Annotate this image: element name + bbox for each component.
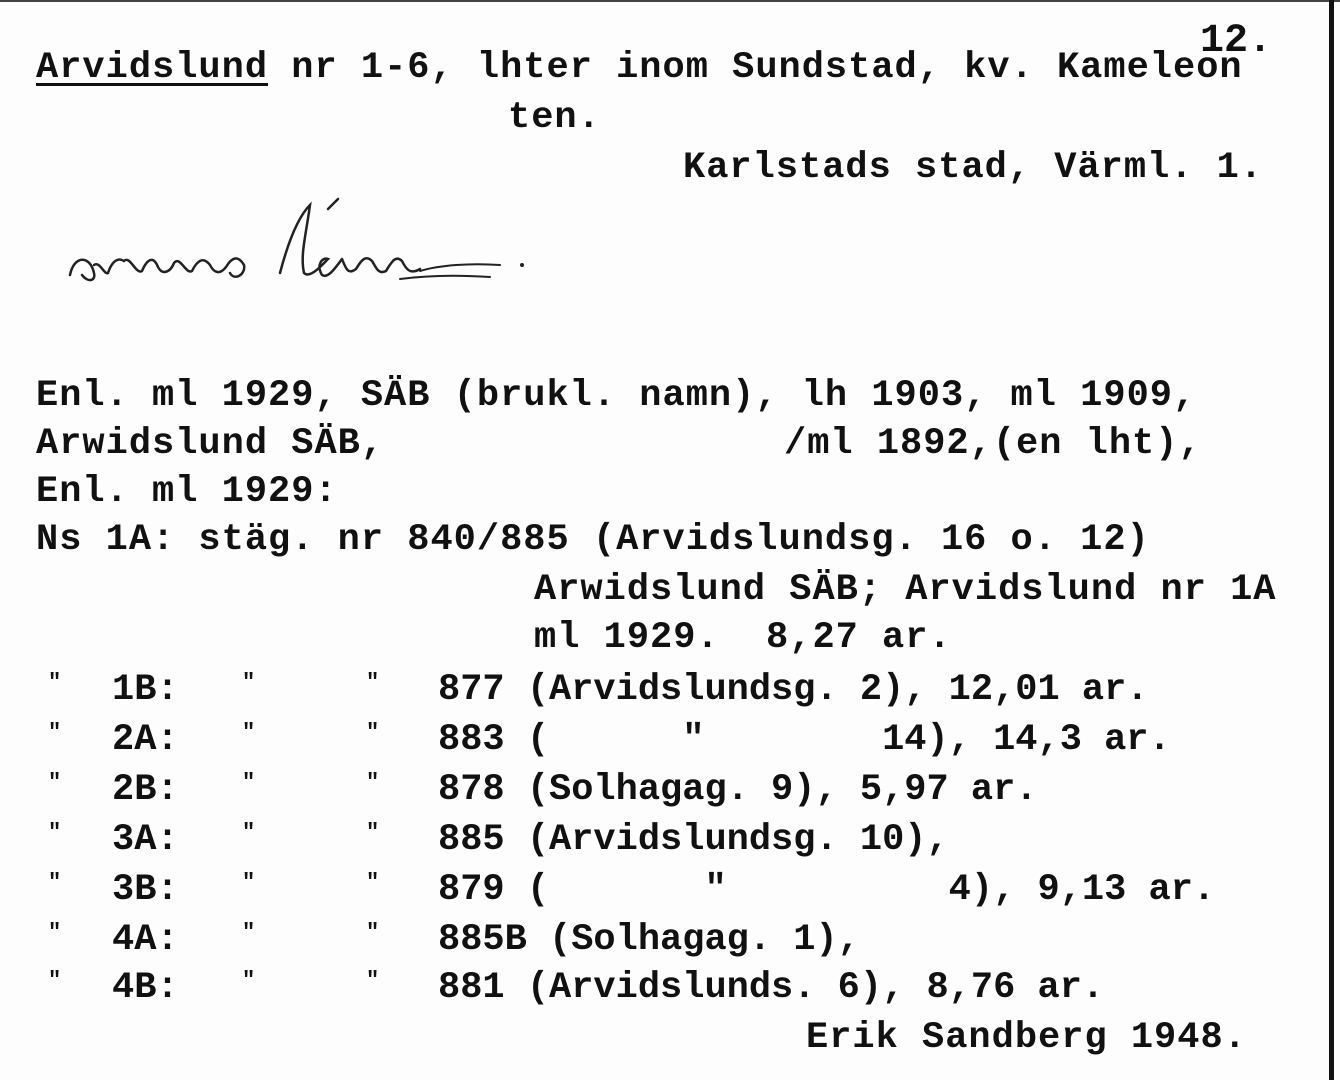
body-line-4: Ns 1A: stäg. nr 840/885 (Arvidslundsg. 16 o. 12): [36, 519, 1150, 561]
ditto-mark: ": [48, 820, 62, 845]
heading-line-2: ten.: [508, 97, 601, 139]
handwritten-note-image: [60, 195, 530, 295]
ditto-mark: ": [48, 870, 62, 895]
body-line-5: Arwidslund SÄB; Arvidslund nr 1A: [534, 569, 1277, 611]
heading-line-1: [36, 47, 1243, 89]
entry-detail: 877 (Arvidslundsg. 2), 12,01 ar.: [438, 669, 1149, 711]
ditto-mark: ": [48, 920, 62, 945]
entry-id: 2A:: [112, 719, 179, 761]
body-line-3: Enl. ml 1929:: [36, 471, 338, 513]
ditto-mark: ": [242, 720, 256, 745]
ditto-mark: ": [242, 968, 256, 993]
body-line-6: ml 1929. 8,27 ar.: [534, 617, 952, 659]
entry-detail: 879 ( " 4), 9,13 ar.: [438, 869, 1216, 911]
entry-id: 1B:: [112, 669, 179, 711]
ditto-mark: ": [366, 820, 380, 845]
entry-id: 2B:: [112, 769, 179, 811]
place-name: Arvidslund: [36, 47, 269, 89]
ditto-mark: ": [48, 670, 62, 695]
ditto-mark: ": [366, 770, 380, 795]
ditto-mark: ": [366, 968, 380, 993]
signature: Erik Sandberg 1948.: [806, 1017, 1247, 1059]
entry-detail: 881 (Arvidslunds. 6), 8,76 ar.: [438, 967, 1105, 1009]
heading-text: nr 1-6, lhter inom Sundstad, kv. Kameleon: [268, 47, 1243, 89]
entry-id: 3B:: [112, 869, 179, 911]
card-right-edge: [1329, 0, 1334, 1080]
card-top-edge: [0, 0, 1340, 2]
ditto-mark: ": [48, 770, 62, 795]
ditto-mark: ": [48, 720, 62, 745]
body-line-2b: /ml 1892,(en lht),: [784, 423, 1202, 465]
entry-id: 4A:: [112, 919, 179, 961]
ditto-mark: ": [242, 870, 256, 895]
ditto-mark: ": [242, 820, 256, 845]
ditto-mark: ": [242, 670, 256, 695]
body-line-2: Arwidslund SÄB,: [36, 423, 385, 465]
ditto-mark: ": [48, 968, 62, 993]
entry-detail: 878 (Solhagag. 9), 5,97 ar.: [438, 769, 1038, 811]
entry-id: 4B:: [112, 967, 179, 1009]
ditto-mark: ": [366, 870, 380, 895]
entry-id: 3A:: [112, 819, 179, 861]
ditto-mark: ": [366, 920, 380, 945]
ditto-mark: ": [242, 920, 256, 945]
location-line: Karlstads stad, Värml. 1.: [683, 147, 1264, 189]
ditto-mark: ": [366, 720, 380, 745]
body-line-1: Enl. ml 1929, SÄB (brukl. namn), lh 1903, ml 1909,: [36, 375, 1197, 417]
entry-detail: 883 ( " 14), 14,3 ar.: [438, 719, 1171, 761]
card-number: 12.: [1200, 19, 1273, 64]
ditto-mark: ": [242, 770, 256, 795]
ditto-mark: ": [366, 670, 380, 695]
entry-detail: 885 (Arvidslundsg. 10),: [438, 819, 949, 861]
entry-detail: 885B (Solhagag. 1),: [438, 919, 860, 961]
